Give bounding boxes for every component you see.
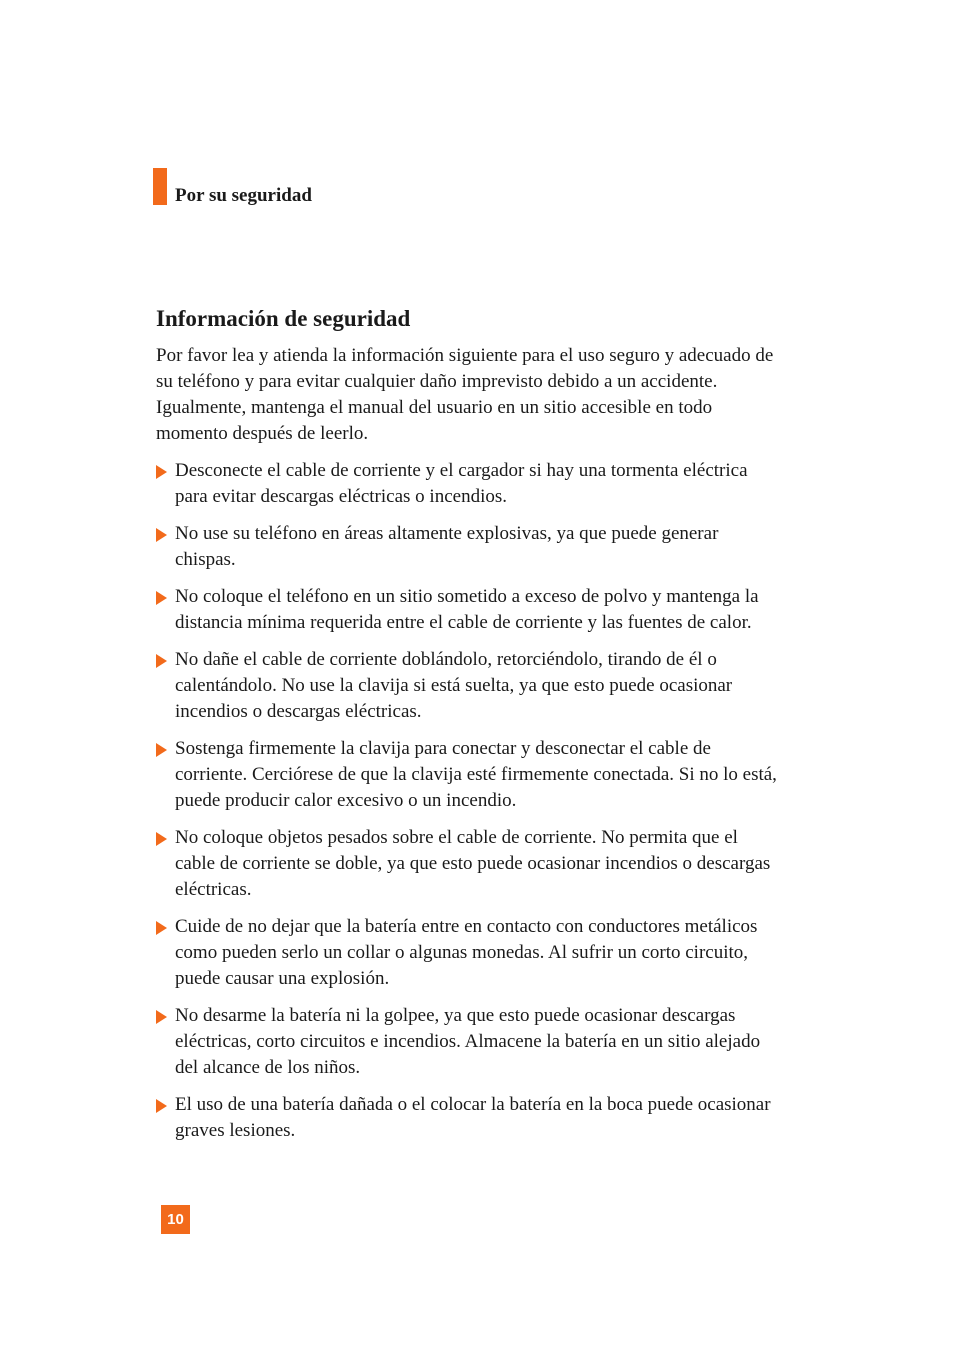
- list-item-text: Sostenga firmemente la clavija para conectar y desconectar el cable de corriente. Cerciórese de que la clavija esté firmemente conectada. Si no lo está, puede producir calor excesivo o un incendio.: [175, 738, 777, 811]
- intro-paragraph: Por favor lea y atienda la información siguiente para el uso seguro y adecuado de su teléfono y para evitar cualquier daño imprevisto debido a un accidente. Igualmente, mantenga el manual del usuario en un sitio accesible en todo momento después de leerlo.: [156, 345, 774, 444]
- list-item: [156, 647, 782, 725]
- triangle-right-icon: [156, 832, 167, 846]
- list-item-text: El uso de una batería dañada o el colocar la batería en la boca puede ocasionar graves lesiones.: [175, 1094, 771, 1141]
- page-number: 10: [161, 1205, 190, 1234]
- list-item-text: No desarme la batería ni la golpee, ya que esto puede ocasionar descargas eléctricas, corto circuitos e incendios. Almacene la batería en un sitio alejado del alcance de los niños.: [175, 1005, 761, 1078]
- list-item: [156, 1003, 782, 1081]
- list-item: [156, 825, 782, 903]
- list-item-text: No dañe el cable de corriente doblándolo, retorciéndolo, tirando de él o calentándolo. No use la clavija si está suelta, ya que esto puede ocasionar incendios o descargas eléctricas.: [175, 649, 733, 722]
- list-item: [156, 914, 782, 992]
- list-item-text: Cuide de no dejar que la batería entre en contacto con conductores metálicos como pueden serlo un collar o algunas monedas. Al sufrir un corto circuito, puede causar una explosión.: [175, 916, 758, 989]
- triangle-right-icon: [156, 654, 167, 668]
- main-content: [156, 303, 782, 1155]
- page-title: Información de seguridad: [156, 306, 411, 331]
- list-item: [156, 736, 782, 814]
- triangle-right-icon: [156, 1010, 167, 1024]
- list-item-text: No coloque objetos pesados sobre el cable de corriente. No permita que el cable de corriente se doble, ya que esto puede ocasionar incendios o descargas eléctricas.: [175, 827, 771, 900]
- safety-list: [156, 458, 782, 1144]
- list-item: [156, 458, 782, 510]
- list-item: [156, 584, 782, 636]
- list-item-text: No use su teléfono en áreas altamente explosivas, ya que puede generar chispas.: [175, 523, 719, 570]
- triangle-right-icon: [156, 465, 167, 479]
- triangle-right-icon: [156, 591, 167, 605]
- triangle-right-icon: [156, 528, 167, 542]
- triangle-right-icon: [156, 1099, 167, 1113]
- section-label: Por su seguridad: [175, 185, 312, 206]
- list-item: [156, 521, 782, 573]
- section-marker: [153, 168, 167, 205]
- triangle-right-icon: [156, 743, 167, 757]
- list-item-text: Desconecte el cable de corriente y el cargador si hay una tormenta eléctrica para evitar descargas eléctricas o incendios.: [175, 460, 748, 507]
- list-item: [156, 1092, 782, 1144]
- triangle-right-icon: [156, 921, 167, 935]
- list-item-text: No coloque el teléfono en un sitio sometido a exceso de polvo y mantenga la distancia mínima requerida entre el cable de corriente y las fuentes de calor.: [175, 586, 759, 633]
